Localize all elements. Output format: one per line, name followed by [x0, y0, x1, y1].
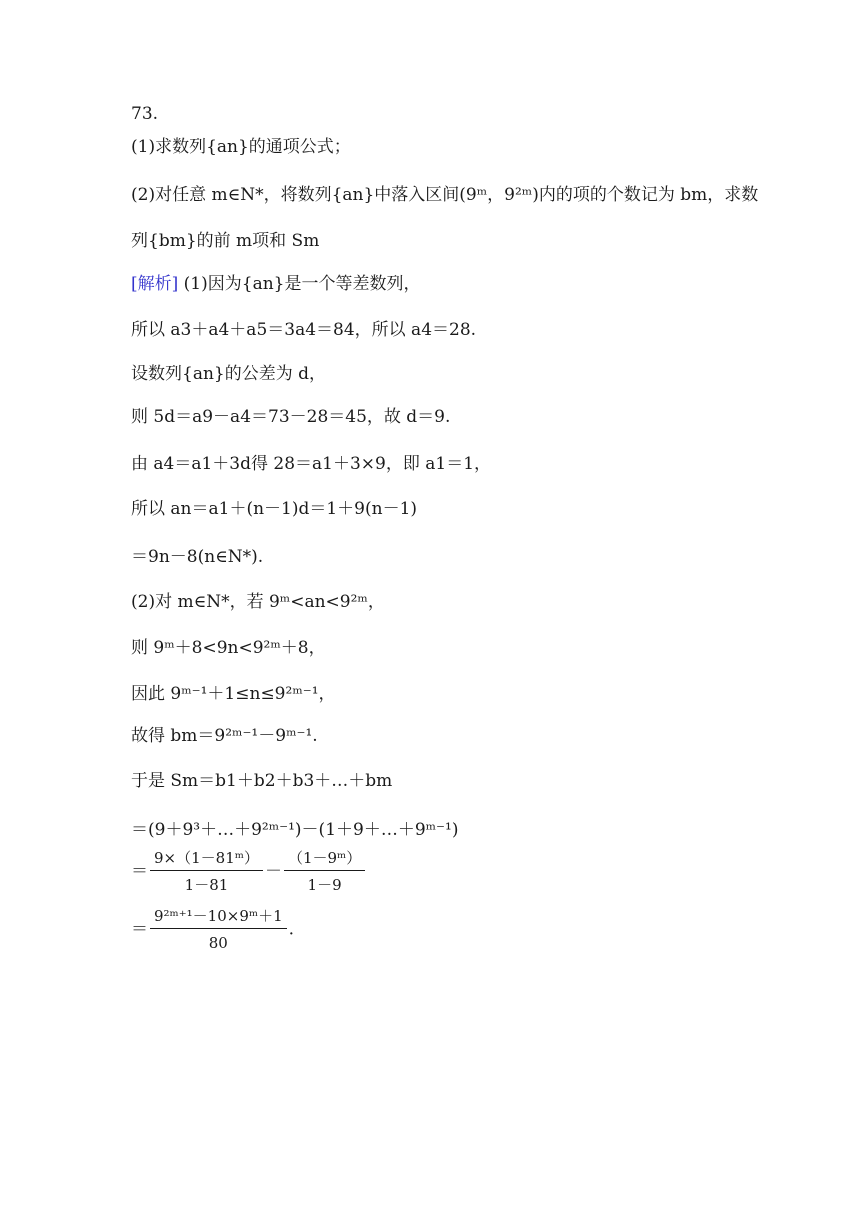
- solution-text: (1)因为{an}是一个等差数列，: [178, 274, 421, 294]
- solution-line-5: 由 a4＝a1＋3d得 28＝a1＋3×9，即 a1＝1，: [131, 454, 492, 474]
- solution-line-13: ＝(9＋9³＋…＋9²ᵐ⁻¹)－(1＋9＋…＋9ᵐ⁻¹): [131, 820, 459, 840]
- fraction-2-denominator: 1－9: [307, 876, 342, 894]
- solution-line-6: 所以 an＝a1＋(n－1)d＝1＋9(n－1): [131, 499, 418, 519]
- fraction-1-denominator: 1－81: [184, 876, 229, 894]
- fraction-line-1: [131, 848, 367, 895]
- equals-sign: ＝: [131, 919, 148, 940]
- fraction-3-denominator: 80: [208, 934, 228, 952]
- fraction-2: [284, 848, 365, 895]
- solution-line-11: 故得 bm＝9²ᵐ⁻¹－9ᵐ⁻¹.: [131, 726, 318, 746]
- fraction-3-numerator: 9²ᵐ⁺¹－10×9ᵐ＋1: [150, 906, 287, 929]
- fraction-1-numerator: 9×（1－81ᵐ）: [150, 848, 263, 871]
- problem-part2-continued: 列{bm}的前 m项和 Sm: [131, 231, 320, 251]
- fraction-3: [150, 906, 287, 953]
- fraction-1: [150, 848, 263, 895]
- period: .: [288, 919, 295, 940]
- minus-sign: －: [264, 861, 282, 882]
- solution-line-9: 则 9ᵐ＋8<9n<9²ᵐ＋8，: [131, 638, 326, 658]
- solution-label: [解析]: [131, 274, 179, 294]
- solution-line-3: 设数列{an}的公差为 d，: [131, 364, 327, 384]
- solution-line-7: ＝9n－8(n∈N*).: [131, 547, 264, 567]
- fraction-2-numerator: （1－9ᵐ）: [284, 848, 365, 871]
- solution-line-2: 所以 a3＋a4＋a5＝3a4＝84，所以 a4＝28.: [131, 320, 477, 340]
- solution-line-8: (2)对 m∈N*，若 9ᵐ<an<9²ᵐ，: [131, 592, 385, 612]
- equals-sign: ＝: [131, 861, 148, 882]
- solution-line-12: 于是 Sm＝b1＋b2＋b3＋…＋bm: [131, 771, 393, 791]
- fraction-line-2: [131, 906, 294, 953]
- solution-line-4: 则 5d＝a9－a4＝73－28＝45，故 d＝9.: [131, 407, 451, 427]
- problem-part1: (1)求数列{an}的通项公式；: [131, 137, 351, 157]
- problem-part2: (2)对任意 m∈N*，将数列{an}中落入区间(9ᵐ，9²ᵐ)内的项的个数记为 bm，求数: [131, 185, 759, 205]
- solution-line-1: [131, 272, 420, 296]
- problem-number: 73.: [131, 104, 159, 124]
- solution-line-10: 因此 9ᵐ⁻¹＋1≤n≤9²ᵐ⁻¹，: [131, 684, 336, 704]
